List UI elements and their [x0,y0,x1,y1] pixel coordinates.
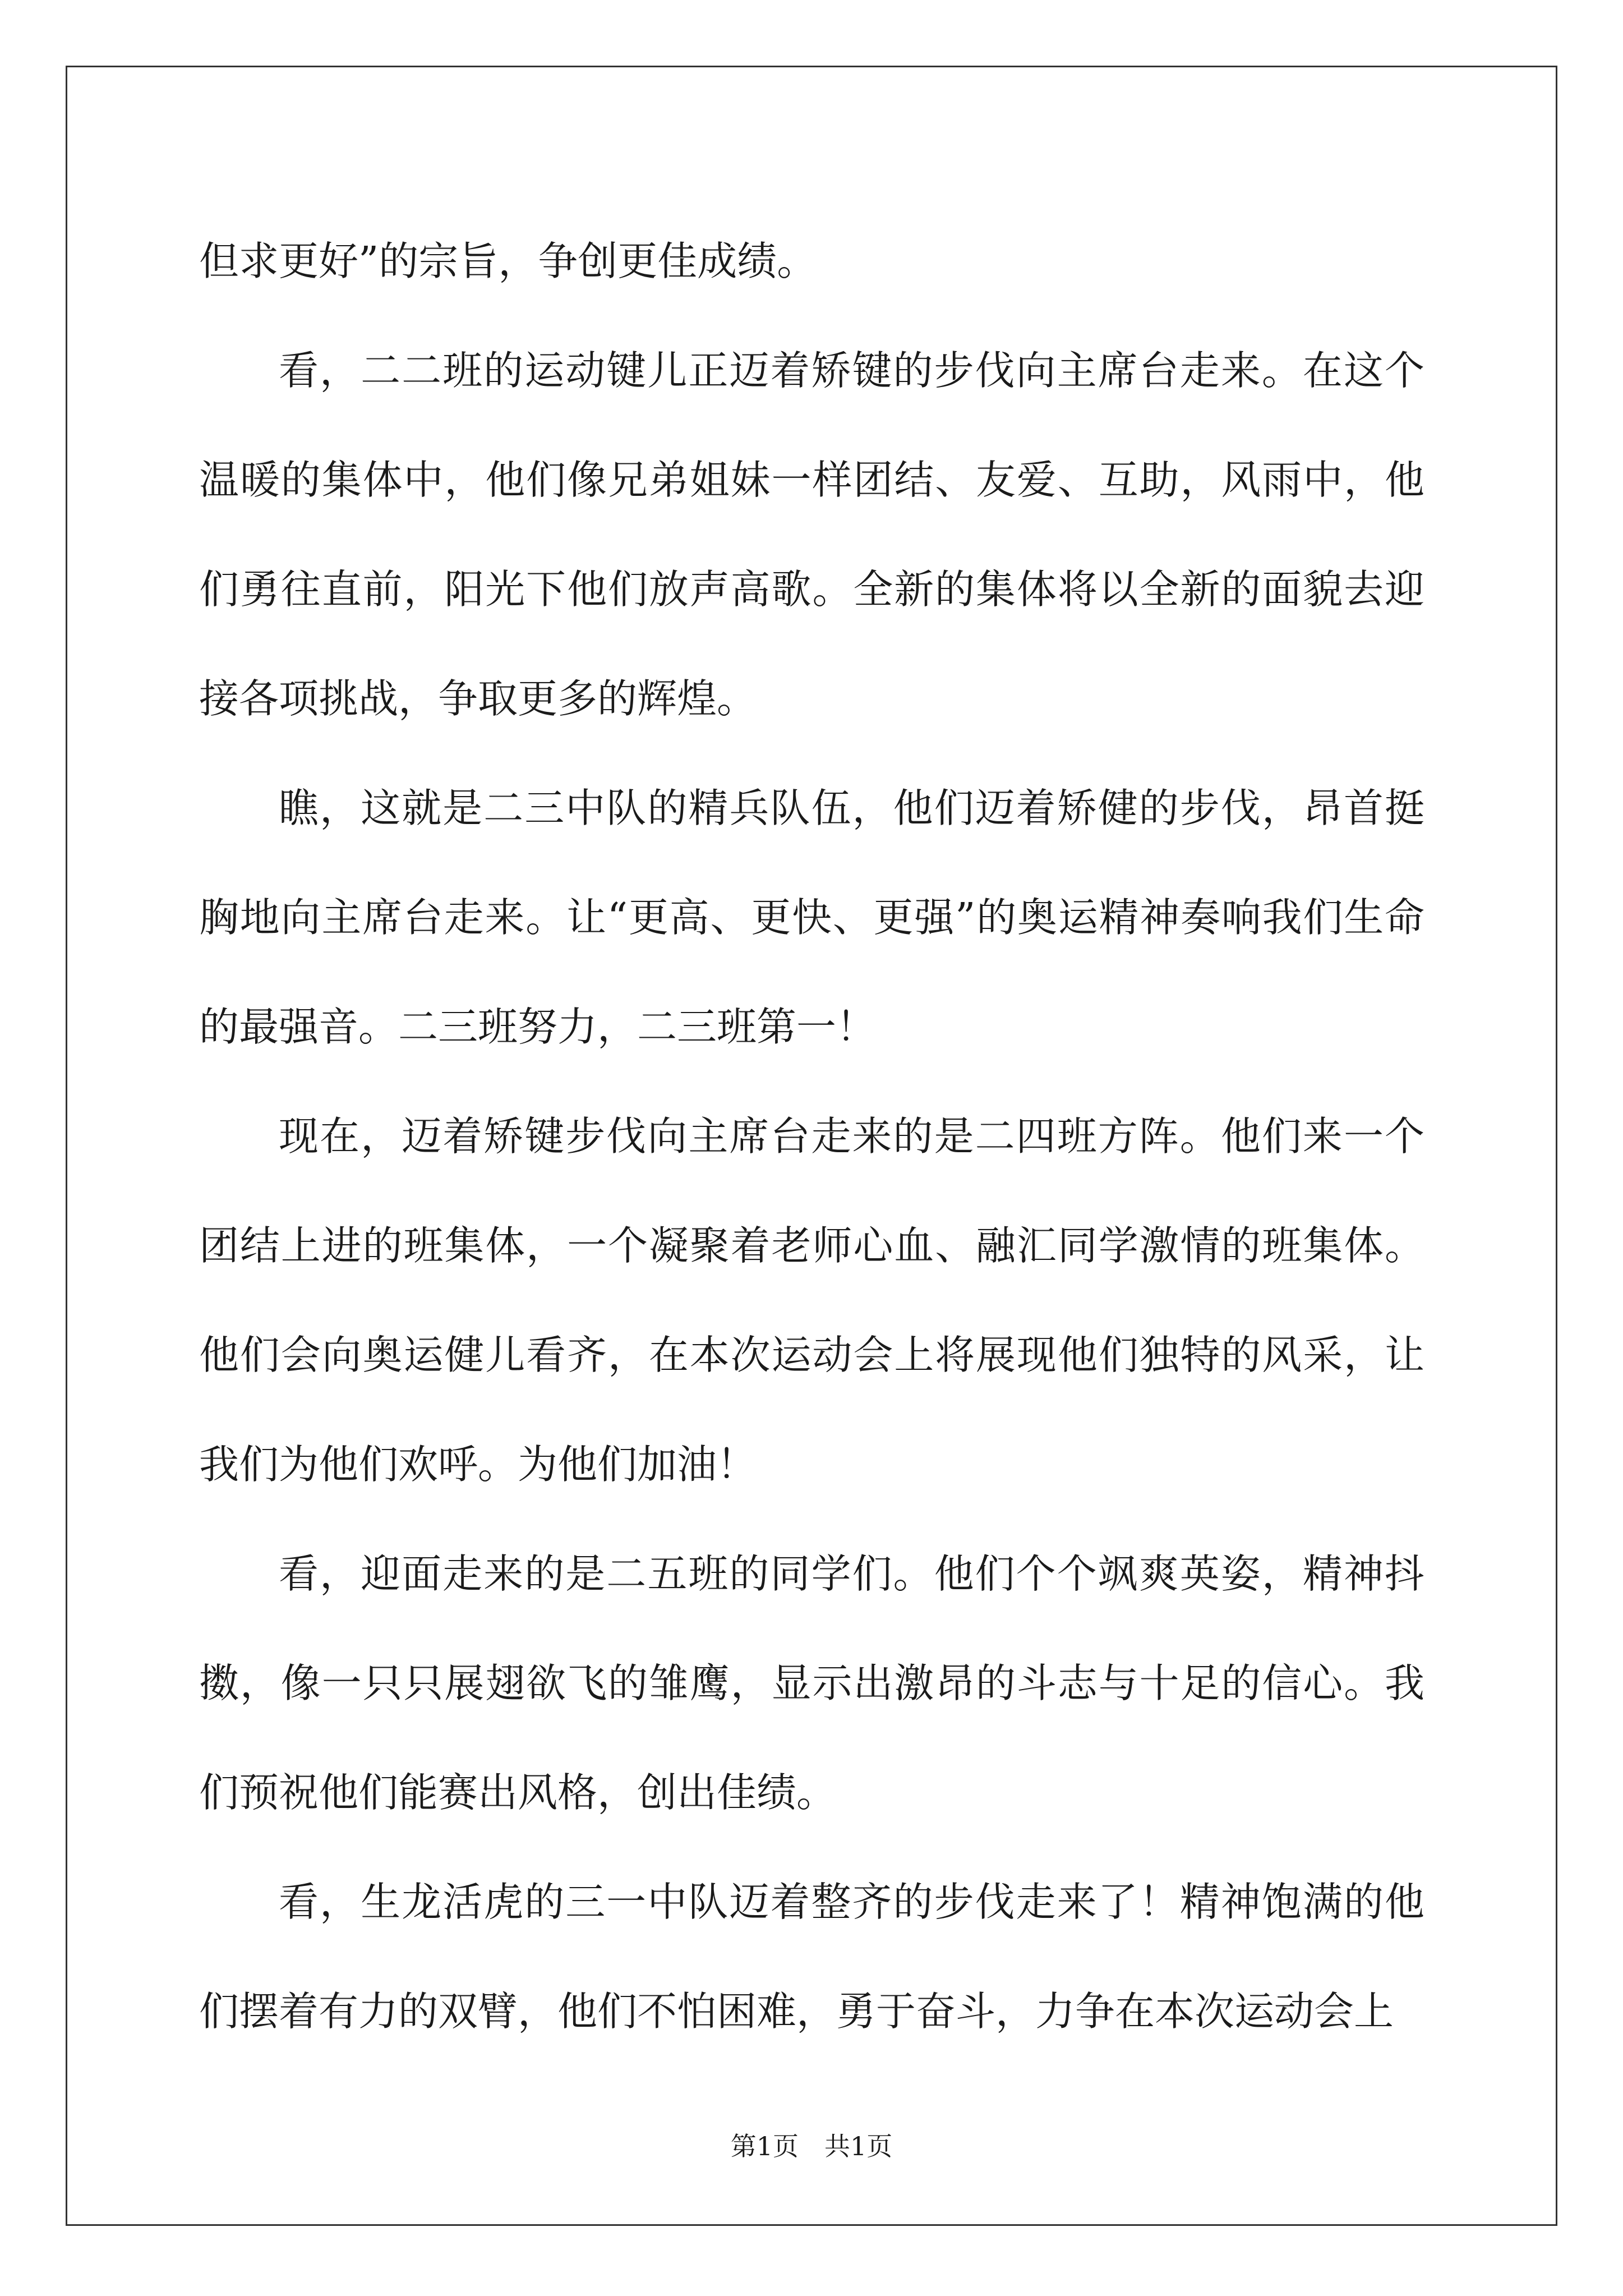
document-body [199,206,1424,2066]
page-number: 第1页 [730,2131,799,2161]
paragraph-2: 看，二二班的运动键儿正迈着矫键的步伐向主席台走来。在这个温暖的集体中，他们像兄弟姐妹一样团结、友爱、互助，风雨中，他们勇往直前，阳光下他们放声高歌。全新的集体将以全新的面貌去迎接各项挑战，争取更多的辉煌。 [199,347,1424,722]
paragraph-4: 现在，迈着矫键步伐向主席台走来的是二四班方阵。他们来一个团结上进的班集体，一个凝聚着老师心血、融汇同学激情的班集体。他们会向奥运健儿看齐，在本次运动会上将展现他们独特的风采，让我们为他们欢呼。为他们加油！ [199,1113,1424,1488]
paragraph-5: 看，迎面走来的是二五班的同学们。他们个个飒爽英姿，精神抖擞，像一只只展翅欲飞的雏鹰，显示出激昂的斗志与十足的信心。我们预祝他们能赛出风格，创出佳绩。 [199,1550,1424,1816]
paragraph-3: 瞧，这就是二三中队的精兵队伍，他们迈着矫健的步伐，昂首挺胸地向主席台走来。让“更高、更快、更强”的奥运精神奏响我们生命的最强音。二三班努力，二三班第一！ [199,785,1424,1050]
page-footer [0,2126,1623,2163]
paragraph-1: 但求更好”的宗旨，争创更佳成绩。 [199,238,817,284]
page-total: 共1页 [824,2131,893,2161]
paragraph-6: 看，生龙活虎的三一中队迈着整齐的步伐走来了！精神饱满的他们摆着有力的双臂，他们不怕困难，勇于奋斗，力争在本次运动会上 [199,1879,1424,2035]
